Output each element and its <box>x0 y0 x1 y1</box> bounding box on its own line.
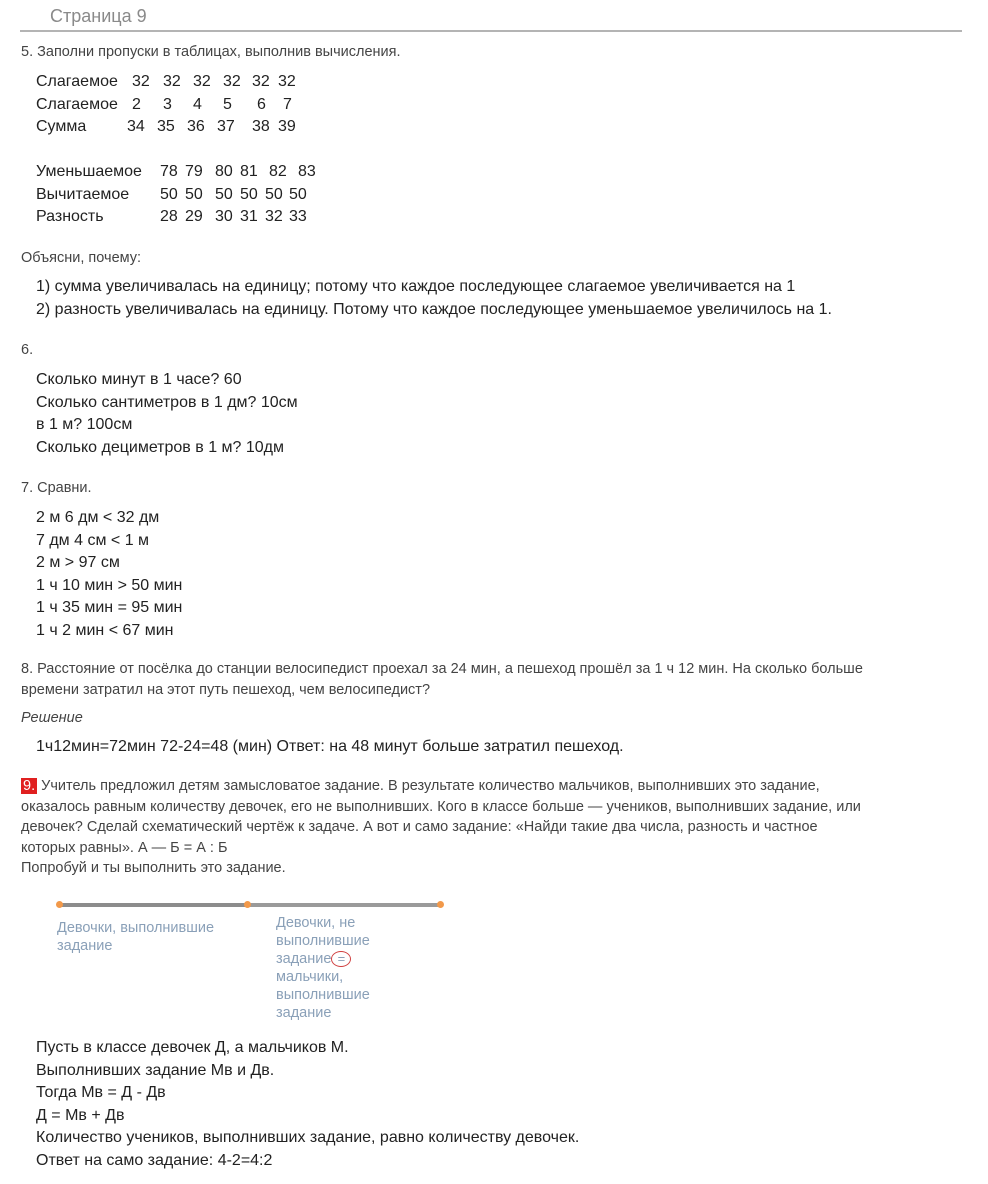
table-cell: 30 <box>215 208 233 225</box>
row-label: Слагаемое <box>36 73 118 90</box>
task7-answers <box>36 507 182 642</box>
table-cell: 4 <box>193 95 202 113</box>
task9-line <box>21 776 971 797</box>
answer-line: Д = Мв + Дв <box>36 1106 125 1124</box>
table-cell: 82 <box>269 163 287 180</box>
table-cell: 33 <box>289 208 307 225</box>
table-cell: 50 <box>215 185 233 203</box>
answer-line: Сколько минут в 1 часе? 60 <box>36 371 242 388</box>
label-line: Девочки, выполнившие <box>57 920 215 936</box>
table-cell: 28 <box>160 208 178 225</box>
label-line: выполнившие <box>276 987 370 1003</box>
answer-line: 2 м > 97 см <box>36 554 120 571</box>
task9-line: девочек? Сделай схематический чертёж к задаче. А вот и само задание: «Найди такие два числа, разность и частное <box>21 819 818 835</box>
answer-line: Выполнивших задание Мв и Дв. <box>36 1061 275 1079</box>
segment-girls-done <box>58 903 248 907</box>
label-text: задание <box>276 951 332 967</box>
row-label: Сумма <box>36 118 87 135</box>
task8-prompt-line2: времени затратил на этот путь пешеход, чем велосипедист? <box>21 682 431 698</box>
task6-prompt: 6. <box>21 342 34 358</box>
table-cell: 32 <box>252 73 270 90</box>
row-label: Вычитаемое <box>36 185 130 203</box>
page-header <box>20 0 962 32</box>
table-cell: 32 <box>163 73 181 90</box>
table-cell: 29 <box>185 208 203 225</box>
answer-line: 2 м 6 дм < 32 дм <box>36 509 160 526</box>
table-cell: 50 <box>160 185 178 203</box>
table-cell: 78 <box>160 163 178 180</box>
task-number-badge: 9. <box>23 778 36 794</box>
row-label: Слагаемое <box>36 95 118 113</box>
table-cell: 3 <box>163 95 172 113</box>
answer-line: Сколько сантиметров в 1 дм? 10см <box>36 393 298 411</box>
explain-line: 2) разность увеличивалась на единицу. Потому что каждое последующее уменьшаемое увеличилось на 1. <box>36 300 832 318</box>
task9-answers <box>36 1037 579 1172</box>
page-title: Страница 9 <box>50 6 147 26</box>
table-cell: 32 <box>132 73 150 90</box>
right-segment-label <box>276 914 370 1022</box>
table-cell: 34 <box>127 118 145 135</box>
table-cell: 35 <box>157 118 175 135</box>
segment-endpoint <box>437 901 444 908</box>
explain-line: 1) сумма увеличивалась на единицу; потому что каждое последующее слагаемое увеличивается на 1 <box>36 278 796 295</box>
label-line <box>276 950 370 968</box>
explain-answers <box>36 276 832 321</box>
task9-line: которых равны». А — Б = А : Б <box>21 839 228 856</box>
table-cell: 81 <box>240 163 258 180</box>
table-cell: 50 <box>265 185 283 203</box>
answer-line: Пусть в классе девочек Д, а мальчиков М. <box>36 1039 349 1056</box>
schematic-diagram <box>56 900 446 1030</box>
solution-label: Решение <box>21 710 83 726</box>
circled-equals-mark: = <box>331 951 351 967</box>
table-cell: 32 <box>278 73 296 90</box>
table-cell: 83 <box>298 163 316 180</box>
task6-answers <box>36 369 298 459</box>
answer-line: 1 ч 2 мин < 67 мин <box>36 621 174 639</box>
table-cell: 39 <box>278 118 296 135</box>
table-cell: 32 <box>223 73 241 90</box>
table-cell: 37 <box>217 118 235 135</box>
table-cell: 6 <box>257 95 266 113</box>
row-label: Разность <box>36 208 104 225</box>
label-line: задание <box>276 1005 332 1021</box>
segment-endpoint <box>56 901 63 908</box>
table-cell: 38 <box>252 118 270 135</box>
table-cell: 7 <box>283 95 292 113</box>
table-cell: 32 <box>193 73 211 90</box>
task9-line: Попробуй и ты выполнить это задание. <box>21 860 286 876</box>
task8-prompt-line1: 8. Расстояние от посёлка до станции велосипедист проехал за 24 мин, а пешеход прошёл за 1 ч 12 мин. На сколько больше <box>21 661 863 677</box>
task5-prompt: 5. Заполни пропуски в таблицах, выполнив вычисления. <box>21 44 401 60</box>
table-cell: 32 <box>265 208 283 225</box>
answer-line: 7 дм 4 см < 1 м <box>36 531 150 549</box>
label-line: выполнившие <box>276 933 370 949</box>
task8-solution <box>36 736 624 759</box>
answer-line: Ответ на само задание: 4-2=4:2 <box>36 1151 273 1169</box>
table-cell: 50 <box>240 185 258 203</box>
task9-line: оказалось равным количеству девочек, его не выполнивших. Кого в классе больше — учеников, выполнивших задание, или <box>21 798 861 815</box>
task9-prompt <box>21 776 971 879</box>
table-cell: 50 <box>289 185 307 203</box>
answer-line: 1 ч 35 мин = 95 мин <box>36 599 183 616</box>
answer-line: 1 ч 10 мин > 50 мин <box>36 576 183 594</box>
label-line: Девочки, не <box>276 915 356 931</box>
row-label: Уменьшаемое <box>36 163 142 180</box>
label-line: мальчики, <box>276 969 344 985</box>
table-cell: 31 <box>240 208 258 225</box>
answer-line: Количество учеников, выполнивших задание, равно количеству девочек. <box>36 1129 580 1146</box>
task9-text: Учитель предложил детям замысловатое задание. В результате количество мальчиков, выполнивших это задание, <box>41 778 820 794</box>
left-segment-label <box>57 919 214 955</box>
table-cell: 36 <box>187 118 205 135</box>
table-cell: 2 <box>132 95 141 113</box>
answer-line: Тогда Мв = Д - Дв <box>36 1084 166 1101</box>
answer-line: в 1 м? 100см <box>36 416 133 433</box>
task7-prompt: 7. Сравни. <box>21 480 92 496</box>
segment-girls-not-done <box>248 903 440 907</box>
solution-line: 1ч12мин=72мин 72-24=48 (мин) Ответ: на 48 минут больше затратил пешеход. <box>36 738 624 755</box>
label-line: задание <box>57 938 113 954</box>
explain-prompt: Объясни, почему: <box>21 250 142 266</box>
table-cell: 79 <box>185 163 203 180</box>
answer-line: Сколько дециметров в 1 м? 10дм <box>36 438 285 456</box>
segment-endpoint <box>244 901 251 908</box>
table-cell: 5 <box>223 95 232 113</box>
table-cell: 50 <box>185 185 203 203</box>
table-cell: 80 <box>215 163 233 180</box>
